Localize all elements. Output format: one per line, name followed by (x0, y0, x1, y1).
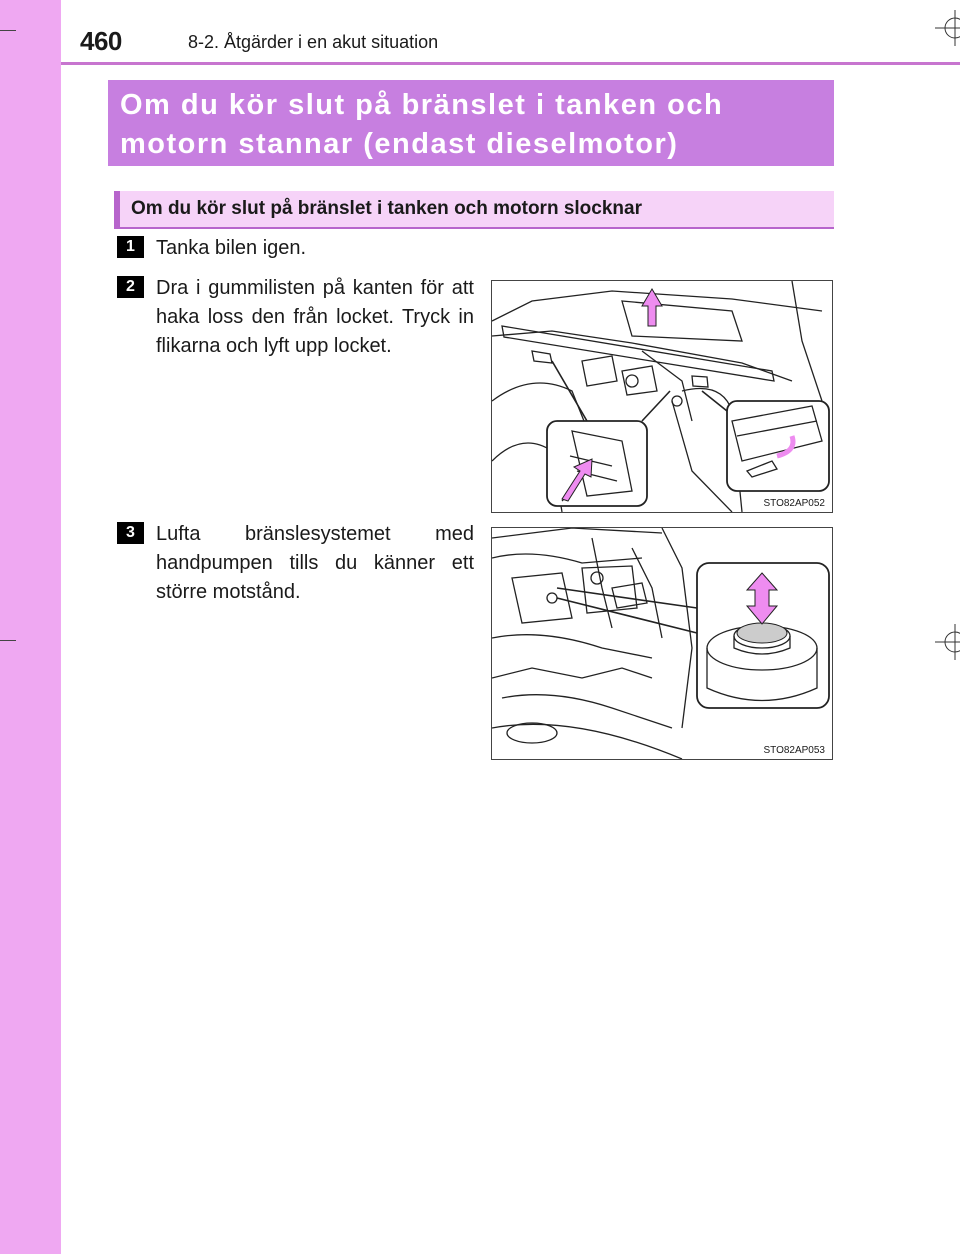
figure-code-1: STO82AP052 (763, 498, 825, 509)
crop-mark-mid-right (930, 624, 960, 660)
main-title-line-2: motorn stannar (endast dieselmotor) (120, 128, 679, 160)
detail-inset-right (727, 401, 829, 491)
step-badge-3: 3 (117, 522, 144, 544)
page-number: 460 (80, 26, 122, 56)
figure-code-2: STO82AP053 (763, 745, 825, 756)
step-badge-2: 2 (117, 276, 144, 298)
illustration-hand-pump (492, 528, 832, 759)
figure-fuel-filter-cover (491, 280, 833, 513)
main-title (108, 80, 834, 166)
chapter-sidebar (0, 0, 61, 1254)
step-badge-1: 1 (117, 236, 144, 258)
step-text-3: Lufta bränslesystemet med handpumpen tills du känner ett större motstånd. (156, 523, 474, 603)
crop-tick-left-top (0, 30, 16, 31)
illustration-cover-removal (492, 281, 832, 512)
detail-inset-left (547, 421, 647, 506)
figure-hand-pump (491, 527, 833, 760)
main-title-line-1: Om du kör slut på bränslet i tanken och (120, 89, 724, 121)
chapter-title: 8-2. Åtgärder i en akut situation (188, 32, 439, 52)
step-text-2: Dra i gummilisten på kanten för att haka loss den från locket. Tryck in flikarna och lyft upp locket. (156, 277, 474, 357)
header-rule (61, 62, 960, 65)
step-text-1: Tanka bilen igen. (156, 237, 307, 259)
section-heading: Om du kör slut på bränslet i tanken och motorn slocknar (114, 191, 834, 229)
crop-mark-top-right (930, 10, 960, 46)
crop-tick-left-mid (0, 640, 16, 641)
